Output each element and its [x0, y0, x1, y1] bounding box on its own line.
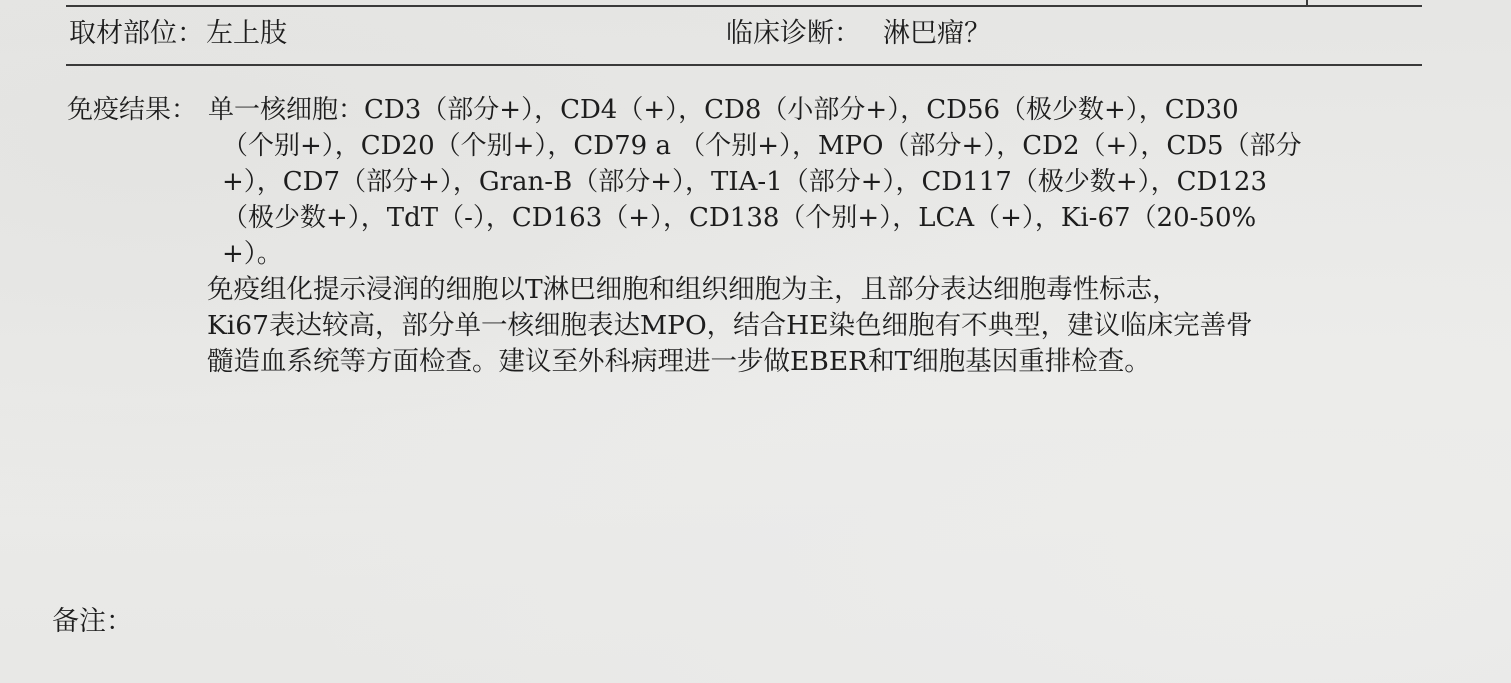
immunohistochemistry-results: [208, 92, 1408, 272]
result-line: （个别+），CD20（个别+），CD79 a （个别+），MPO（部分+），CD2（+），CD5（部分: [222, 131, 1302, 161]
remarks-label: 备注：: [52, 606, 133, 637]
pathology-comment: [207, 272, 1253, 380]
comment-line: Ki67表达较高，部分单一核细胞表达MPO，结合HE染色细胞有不典型，建议临床完善骨: [207, 310, 1253, 341]
specimen-site-value: 左上肢: [206, 18, 287, 49]
table-edge-mark: [1306, 0, 1308, 5]
header-divider: [66, 64, 1422, 66]
comment-line: 髓造血系统等方面检查。建议至外科病理进一步做EBER和T细胞基因重排检查。: [207, 346, 1151, 377]
result-line: +）。: [222, 239, 283, 269]
result-line: +），CD7（部分+），Gran-B（部分+），TIA-1（部分+），CD117（极少数+），CD123: [222, 167, 1267, 197]
clinical-diagnosis-label: 临床诊断：: [726, 18, 861, 49]
clinical-diagnosis-field: [726, 16, 991, 52]
comment-line: 免疫组化提示浸润的细胞以T淋巴细胞和组织细胞为主，且部分表达细胞毒性标志，: [207, 274, 1179, 305]
specimen-site-label: 取材部位：: [69, 18, 204, 49]
clinical-diagnosis-value: 淋巴瘤？: [883, 18, 991, 49]
result-line: 单一核细胞：CD3（部分+），CD4（+），CD8（小部分+），CD56（极少数+），CD30: [208, 95, 1239, 125]
result-line: （极少数+），TdT（-），CD163（+），CD138（个别+），LCA（+），Ki-67（20-50%: [222, 203, 1257, 233]
immunohistochemistry-label: 免疫结果：: [67, 95, 198, 125]
specimen-site-field: [69, 16, 287, 52]
top-divider: [66, 5, 1422, 7]
